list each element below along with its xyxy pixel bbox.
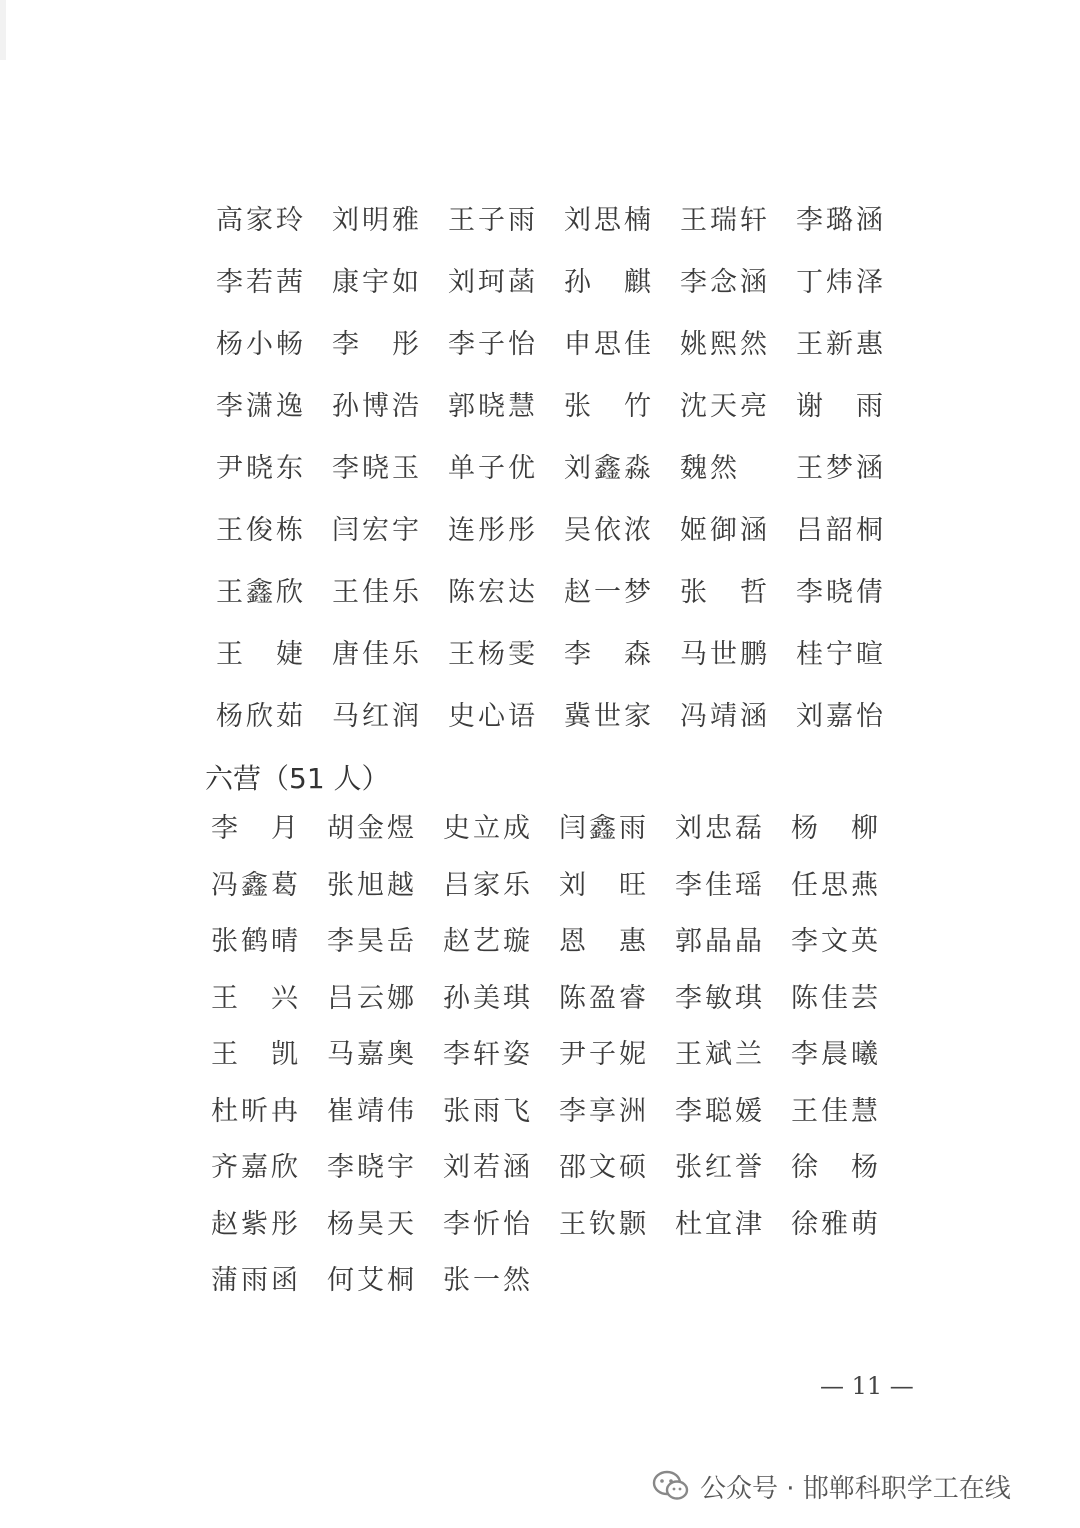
group1-name-cell: 刘鑫淼 — [564, 453, 654, 484]
camp6-name-cell: 杨昊天 — [327, 1208, 417, 1240]
group1-name-cell: 史心语 — [448, 701, 538, 732]
group1-name-cell: 刘明雅 — [332, 205, 422, 236]
page-number: — 11 — — [820, 1372, 914, 1400]
camp6-name-cell: 张鹤晴 — [211, 926, 301, 957]
camp6-name-cell: 马嘉奥 — [327, 1039, 417, 1070]
name-list-camp-6 — [211, 806, 907, 1315]
camp6-name-cell: 赵艺璇 — [443, 926, 533, 957]
camp6-name-cell: 王斌兰 — [675, 1039, 765, 1070]
camp6-name-cell: 吕云娜 — [327, 982, 417, 1014]
group1-name-cell: 王鑫欣 — [216, 577, 306, 608]
camp6-name-cell: 张旭越 — [327, 869, 417, 901]
camp6-name-cell: 李佳瑶 — [675, 869, 765, 901]
group1-name-cell: 王瑞轩 — [680, 205, 770, 236]
camp6-name-cell: 李 月 — [211, 813, 301, 844]
group1-name-cell: 马世鹏 — [680, 639, 770, 670]
camp6-name-cell: 任思燕 — [791, 869, 881, 901]
group1-name-cell: 王 婕 — [216, 639, 306, 670]
section-title-camp-6: 六营（51 人） — [205, 762, 390, 795]
group1-name-cell: 王新惠 — [796, 329, 886, 360]
page-edge-shadow — [0, 0, 6, 60]
camp6-name-cell: 恩 惠 — [559, 926, 649, 957]
group1-name-cell: 吕韶桐 — [796, 515, 886, 546]
camp6-name-cell: 王钦颢 — [559, 1208, 649, 1240]
camp6-name-cell: 邵文硕 — [559, 1152, 649, 1183]
group1-name-cell: 谢 雨 — [796, 391, 886, 422]
group1-name-cell: 连彤彤 — [448, 515, 538, 546]
group1-name-cell: 吴依浓 — [564, 515, 654, 546]
group1-name-cell: 桂宁暄 — [796, 639, 886, 670]
group1-name-cell: 冯靖涵 — [680, 701, 770, 732]
group1-name-cell: 王梦涵 — [796, 453, 886, 484]
group1-name-cell: 张 哲 — [680, 577, 770, 608]
group1-name-cell: 高家玲 — [216, 205, 306, 236]
camp6-name-cell: 陈盈睿 — [559, 982, 649, 1014]
camp6-name-cell: 史立成 — [443, 813, 533, 844]
group1-name-cell: 唐佳乐 — [332, 639, 422, 670]
camp6-name-cell: 李忻怡 — [443, 1208, 533, 1240]
camp6-name-cell: 齐嘉欣 — [211, 1152, 301, 1183]
camp6-name-cell: 何艾桐 — [327, 1265, 417, 1296]
camp6-name-cell: 孙美琪 — [443, 982, 533, 1014]
watermark-text: 公众号 · 邯郸科职学工在线 — [700, 1473, 1011, 1504]
camp6-name-cell: 刘忠磊 — [675, 813, 765, 844]
group1-name-cell: 陈宏达 — [448, 577, 538, 608]
camp6-name-cell: 刘若涵 — [443, 1152, 533, 1183]
group1-name-cell: 沈天亮 — [680, 391, 770, 422]
camp6-name-cell: 尹子妮 — [559, 1039, 649, 1070]
wechat-icon — [652, 1469, 690, 1503]
camp6-name-cell: 杨 柳 — [791, 813, 881, 844]
group1-name-cell: 康宇如 — [332, 267, 422, 298]
group1-name-cell: 李晓倩 — [796, 577, 886, 608]
group1-name-cell: 赵一梦 — [564, 577, 654, 608]
camp6-name-cell: 李昊岳 — [327, 926, 417, 957]
wechat-watermark — [652, 1464, 1011, 1508]
camp6-name-cell: 胡金煜 — [327, 813, 417, 844]
group1-name-cell: 张 竹 — [564, 391, 654, 422]
camp6-name-cell: 陈佳芸 — [791, 982, 881, 1014]
camp6-name-cell: 张一然 — [443, 1265, 533, 1296]
group1-name-cell: 王俊栋 — [216, 515, 306, 546]
group1-name-cell: 刘思楠 — [564, 205, 654, 236]
camp6-name-cell: 王 凯 — [211, 1039, 301, 1070]
group1-name-cell: 丁炜泽 — [796, 267, 886, 298]
group1-name-cell: 郭晓慧 — [448, 391, 538, 422]
camp6-name-cell: 李享洲 — [559, 1095, 649, 1127]
camp6-name-cell: 王 兴 — [211, 982, 301, 1014]
camp6-name-cell: 李晨曦 — [791, 1039, 881, 1070]
camp6-name-cell: 杜昕冉 — [211, 1095, 301, 1127]
camp6-name-cell: 崔靖伟 — [327, 1095, 417, 1127]
camp6-name-cell: 徐 杨 — [791, 1152, 881, 1183]
name-list-group-1 — [216, 198, 912, 756]
group1-name-cell: 冀世家 — [564, 701, 654, 732]
group1-name-cell: 王杨雯 — [448, 639, 538, 670]
group1-name-cell: 马红润 — [332, 701, 422, 732]
camp6-name-cell: 李聪媛 — [675, 1095, 765, 1127]
camp6-name-cell: 刘 旺 — [559, 869, 649, 901]
camp6-name-cell: 李文英 — [791, 926, 881, 957]
group1-name-cell: 李 森 — [564, 639, 654, 670]
group1-name-cell: 杨欣茹 — [216, 701, 306, 732]
camp6-name-cell: 冯鑫葛 — [211, 869, 301, 901]
camp6-name-cell: 赵紫彤 — [211, 1208, 301, 1240]
camp6-name-cell: 李敏琪 — [675, 982, 765, 1014]
group1-name-cell: 姚熙然 — [680, 329, 770, 360]
camp6-name-cell: 郭晶晶 — [675, 926, 765, 957]
group1-name-cell: 李子怡 — [448, 329, 538, 360]
camp6-name-cell: 杜宜津 — [675, 1208, 765, 1240]
group1-name-cell: 李 彤 — [332, 329, 422, 360]
group1-name-cell: 刘珂菡 — [448, 267, 538, 298]
camp6-name-cell: 李晓宇 — [327, 1152, 417, 1183]
camp6-name-cell: 蒲雨函 — [211, 1265, 301, 1296]
group1-name-cell: 李念涵 — [680, 267, 770, 298]
group1-name-cell: 王佳乐 — [332, 577, 422, 608]
group1-name-cell: 李若茜 — [216, 267, 306, 298]
group1-name-cell: 李璐涵 — [796, 205, 886, 236]
group1-name-cell: 单子优 — [448, 453, 538, 484]
camp6-name-cell: 张雨飞 — [443, 1095, 533, 1127]
group1-name-cell: 李晓玉 — [332, 453, 422, 484]
group1-name-cell: 王子雨 — [448, 205, 538, 236]
camp6-name-cell: 闫鑫雨 — [559, 813, 649, 844]
group1-name-cell: 杨小畅 — [216, 329, 306, 360]
group1-name-cell: 姬御涵 — [680, 515, 770, 546]
camp6-name-cell: 张红誉 — [675, 1152, 765, 1183]
camp6-name-cell: 徐雅萌 — [791, 1208, 881, 1240]
group1-name-cell: 孙博浩 — [332, 391, 422, 422]
group1-name-cell: 魏然 — [680, 453, 740, 484]
group1-name-cell: 刘嘉怡 — [796, 701, 886, 732]
group1-name-cell: 孙 麒 — [564, 267, 654, 298]
group1-name-cell: 闫宏宇 — [332, 515, 422, 546]
group1-name-cell: 申思佳 — [564, 329, 654, 360]
group1-name-cell: 李潇逸 — [216, 391, 306, 422]
camp6-name-cell: 李轩姿 — [443, 1039, 533, 1070]
camp6-name-cell: 吕家乐 — [443, 869, 533, 901]
camp6-name-cell: 王佳慧 — [791, 1095, 881, 1127]
group1-name-cell: 尹晓东 — [216, 453, 306, 484]
